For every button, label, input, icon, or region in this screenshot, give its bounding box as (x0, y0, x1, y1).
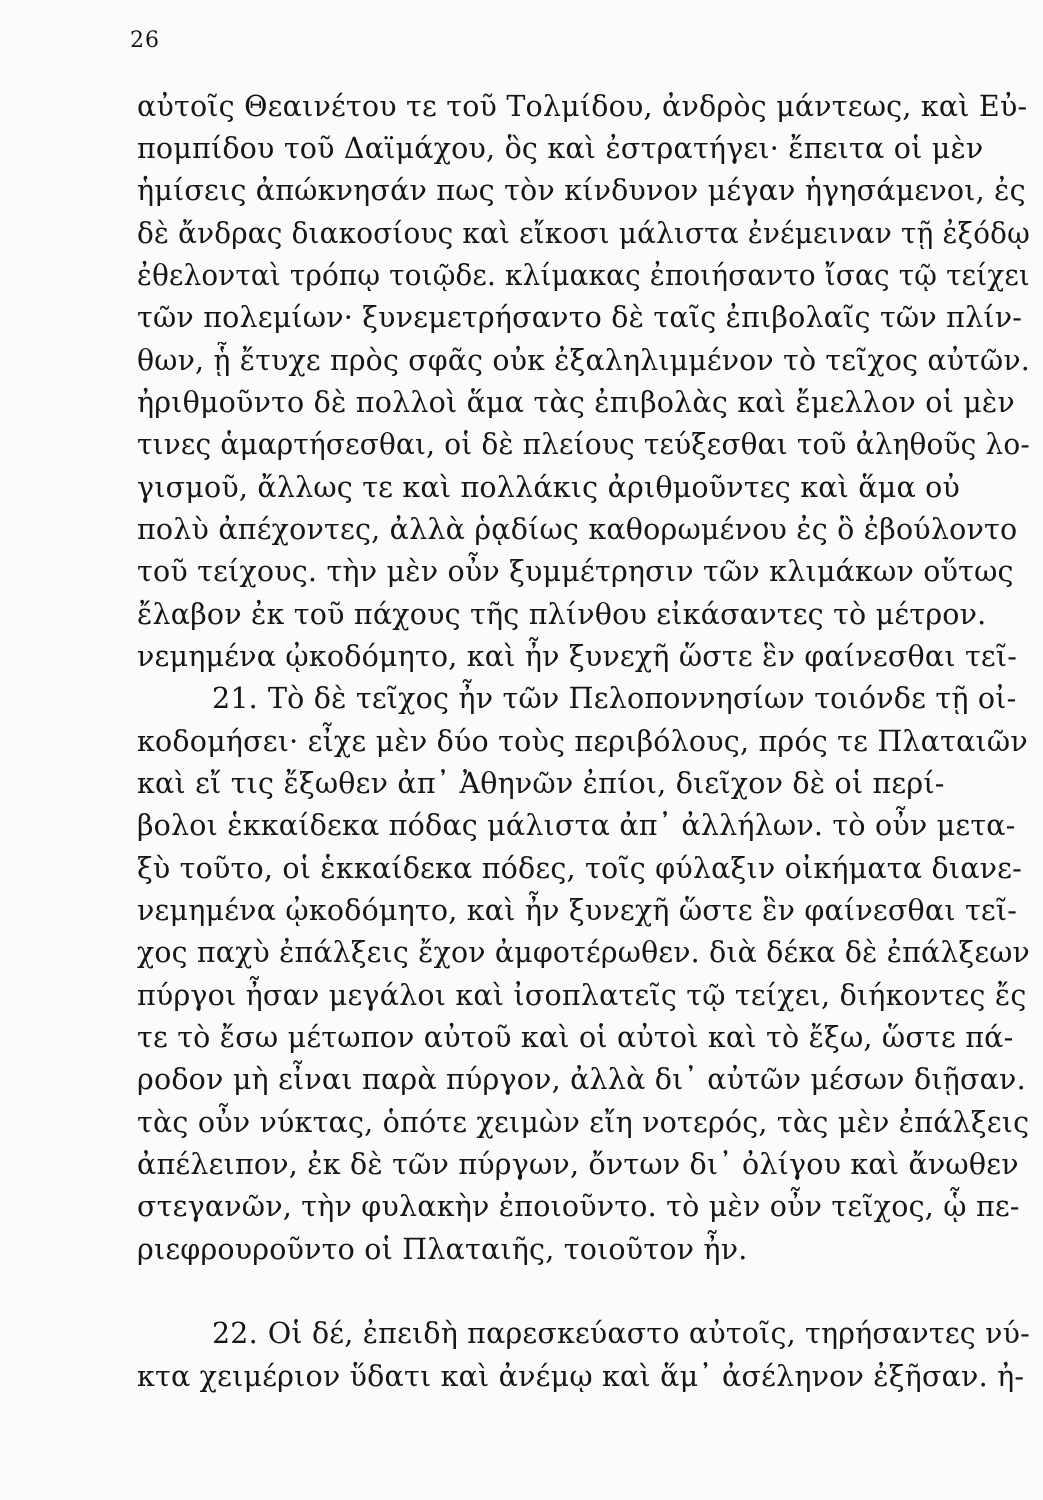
text-line: τοῦ τείχους. τὴν μὲν οὖν ξυμμέτρησιν τῶν κλιμάκων οὕτως (137, 555, 1014, 588)
text-line: ξὺ τοῦτο, οἱ ἑκκαίδεκα πόδες, τοῖς φύλαξιν οἰκήματα διανε- (137, 852, 1022, 885)
chapter-number: 21. (212, 682, 258, 715)
text-line: τῶν πολεμίων· ξυνεμετρήσαντο δὲ ταῖς ἐπιβολαῖς τῶν πλίν- (137, 301, 1023, 334)
text-line: ροδον μὴ εἶναι παρὰ πύργον, ἀλλὰ δι᾽ αὐτῶν μέσων διῇσαν. (137, 1063, 1026, 1096)
text-line: στεγανῶν, τὴν φυλακὴν ἐποιοῦντο. τὸ μὲν οὖν τεῖχος, ᾧ πε- (137, 1190, 1020, 1223)
text-line: ἔλαβον ἐκ τοῦ πάχους τῆς πλίνθου εἰκάσαντες τὸ μέτρον. (137, 598, 987, 631)
text-line: ἡμίσεις ἀπώκνησάν πως τὸν κίνδυνον μέγαν ἡγησάμενοι, ἐς (137, 174, 1026, 207)
text-line: πομπίδου τοῦ Δαϊμάχου, ὃς καὶ ἐστρατήγει· ἔπειτα οἱ μὲν (137, 132, 984, 165)
page-number: 26 (130, 28, 160, 53)
text-line: κτα χειμέριον ὕδατι καὶ ἀνέμῳ καὶ ἅμ᾽ ἀσέληνον ἐξῆσαν. ἠ- (137, 1360, 1025, 1393)
text-line: τὰς οὖν νύκτας, ὁπότε χειμὼν εἴη νοτερός, τὰς μὲν ἐπάλξεις (137, 1106, 1030, 1139)
text-line: ριεφρουροῦντο οἱ Πλαταιῆς, τοιοῦτον ἦν. (137, 1233, 748, 1266)
text-line: θων, ᾗ ἔτυχε πρὸς σφᾶς οὐκ ἐξαληλιμμένον τὸ τεῖχος αὐτῶν. (137, 344, 1031, 377)
text-line: ἐθελονταὶ τρόπῳ τοιῷδε. κλίμακας ἐποιήσαντο ἴσας τῷ τείχει (137, 259, 1030, 292)
text-line: γισμοῦ, ἄλλως τε καὶ πολλάκις ἀριθμοῦντες καὶ ἅμα οὐ (137, 471, 961, 504)
chapter-22-first-line (212, 1314, 1030, 1354)
chapter-number: 22. (212, 1317, 258, 1350)
text-line: πολὺ ἀπέχοντες, ἀλλὰ ῥᾳδίως καθορωμένου ἐς ὃ ἐβούλοντο (137, 513, 1018, 546)
text-line: νεμημένα ᾠκοδόμητο, καὶ ἦν ξυνεχῆ ὥστε ἓν φαίνεσθαι τεῖ- (137, 894, 1018, 927)
text-line: πύργοι ἦσαν μεγάλοι καὶ ἰσοπλατεῖς τῷ τείχει, διήκοντες ἔς (137, 979, 1027, 1012)
chapter-21-first-line (212, 679, 1016, 719)
text-line: νεμημένα ᾠκοδόμητο, καὶ ἦν ξυνεχῆ ὥστε ἓν φαίνεσθαι τεῖ- (137, 640, 1018, 673)
text-line: χος παχὺ ἐπάλξεις ἔχον ἀμφοτέρωθεν. διὰ δέκα δὲ ἐπάλξεων (137, 936, 1030, 969)
text-line: αὐτοῖς Θεαινέτου τε τοῦ Τολμίδου, ἀνδρὸς μάντεως, καὶ Εὐ- (137, 90, 1028, 123)
text-line: ἠριθμοῦντο δὲ πολλοὶ ἅμα τὰς ἐπιβολὰς καὶ ἔμελλον οἱ μὲν (137, 386, 1015, 419)
text-line: Τὸ δὲ τεῖχος ἦν τῶν Πελοποννησίων τοιόνδε τῇ οἰ- (267, 682, 1017, 715)
text-line: τε τὸ ἔσω μέτωπον αὐτοῦ καὶ οἱ αὐτοὶ καὶ τὸ ἔξω, ὥστε πά- (137, 1021, 1014, 1054)
text-line: δὲ ἄνδρας διακοσίους καὶ εἴκοσι μάλιστα ἐνέμειναν τῇ ἐξόδῳ (137, 217, 1031, 250)
text-line: τινες ἁμαρτήσεσθαι, οἱ δὲ πλείους τεύξεσθαι τοῦ ἀληθοῦς λο- (137, 428, 1030, 461)
text-line: ἀπέλειπον, ἐκ δὲ τῶν πύργων, ὄντων δι᾽ ὀλίγου καὶ ἄνωθεν (137, 1148, 1019, 1181)
text-line: κοδομήσει· εἶχε μὲν δύο τοὺς περιβόλους, πρός τε Πλαταιῶν (137, 725, 1028, 758)
text-line: καὶ εἴ τις ἔξωθεν ἀπ᾽ Ἀθηνῶν ἐπίοι, διεῖχον δὲ οἱ περί- (137, 767, 945, 800)
text-line: Οἱ δέ, ἐπειδὴ παρεσκεύαστο αὐτοῖς, τηρήσαντες νύ- (267, 1317, 1030, 1350)
text-line: βολοι ἑκκαίδεκα πόδας μάλιστα ἀπ᾽ ἀλλήλων. τὸ οὖν μετα- (137, 809, 1016, 842)
